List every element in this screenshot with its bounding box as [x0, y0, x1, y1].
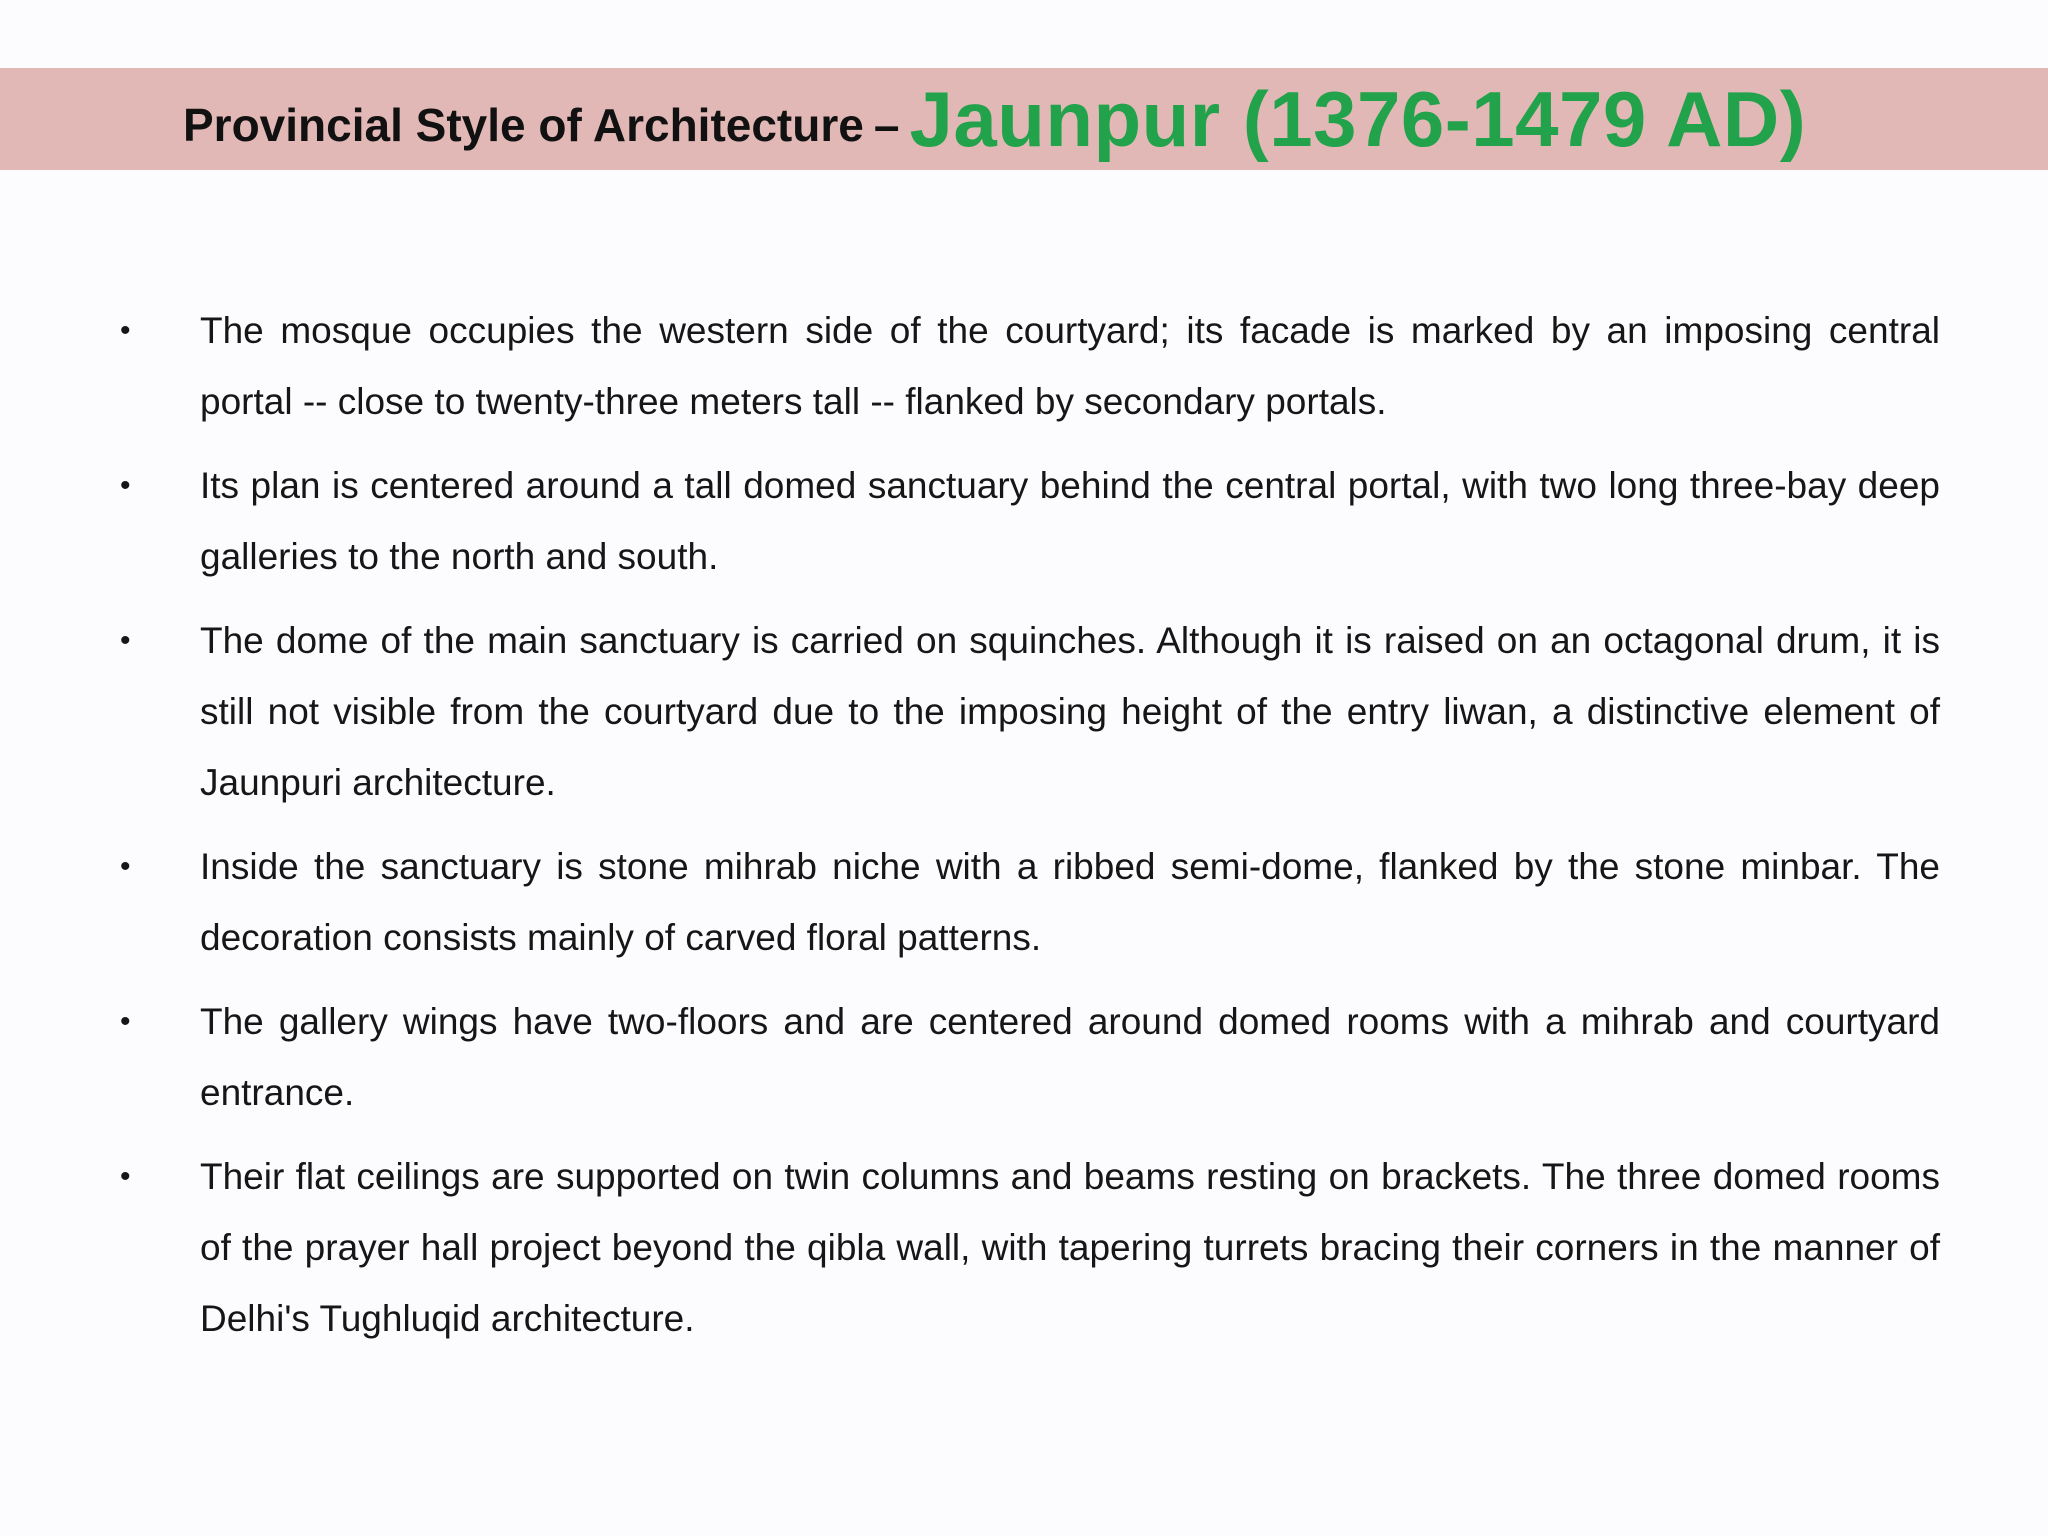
bullet-text: The mosque occupies the western side of the courtyard; its facade is marked by an imposing central portal -- close to twenty-three meters tall -- flanked by secondary portals. [200, 310, 1940, 422]
bullet-item [120, 831, 1940, 973]
bullet-dot-icon: • [120, 1160, 131, 1193]
bullet-text: Inside the sanctuary is stone mihrab niche with a ribbed semi-dome, flanked by the stone minbar. The decoration consists mainly of carved floral patterns. [200, 846, 1940, 958]
bullet-text: Its plan is centered around a tall domed sanctuary behind the central portal, with two long three-bay deep galleries to the north and south. [200, 465, 1940, 577]
bullet-dot-icon: • [120, 469, 131, 502]
bullet-item [120, 986, 1940, 1128]
bullet-item [120, 605, 1940, 818]
slide-title [183, 68, 1806, 170]
bullet-text: The gallery wings have two-floors and are centered around domed rooms with a mihrab and courtyard entrance. [200, 1001, 1940, 1113]
bullet-dot-icon: • [120, 624, 131, 657]
bullet-dot-icon: • [120, 1005, 131, 1038]
bullet-dot-icon: • [120, 314, 131, 347]
title-separator: – [873, 99, 900, 151]
title-main: Provincial Style of Architecture [183, 99, 864, 151]
bullet-item [120, 450, 1940, 592]
bullet-text: Their flat ceilings are supported on twin columns and beams resting on brackets. The three domed rooms of the prayer hall project beyond the qibla wall, with tapering turrets bracing their corners in the manner of Delhi's Tughluqid architecture. [200, 1156, 1940, 1339]
bullet-item [120, 295, 1940, 437]
bullet-list [120, 295, 1940, 1367]
title-accent: Jaunpur (1376-1479 AD) [909, 74, 1807, 163]
bullet-text: The dome of the main sanctuary is carried on squinches. Although it is raised on an octagonal drum, it is still not visible from the courtyard due to the imposing height of the entry liwan, a distinctive element of Jaunpuri architecture. [200, 620, 1940, 803]
bullet-dot-icon: • [120, 850, 131, 883]
bullet-item [120, 1141, 1940, 1354]
